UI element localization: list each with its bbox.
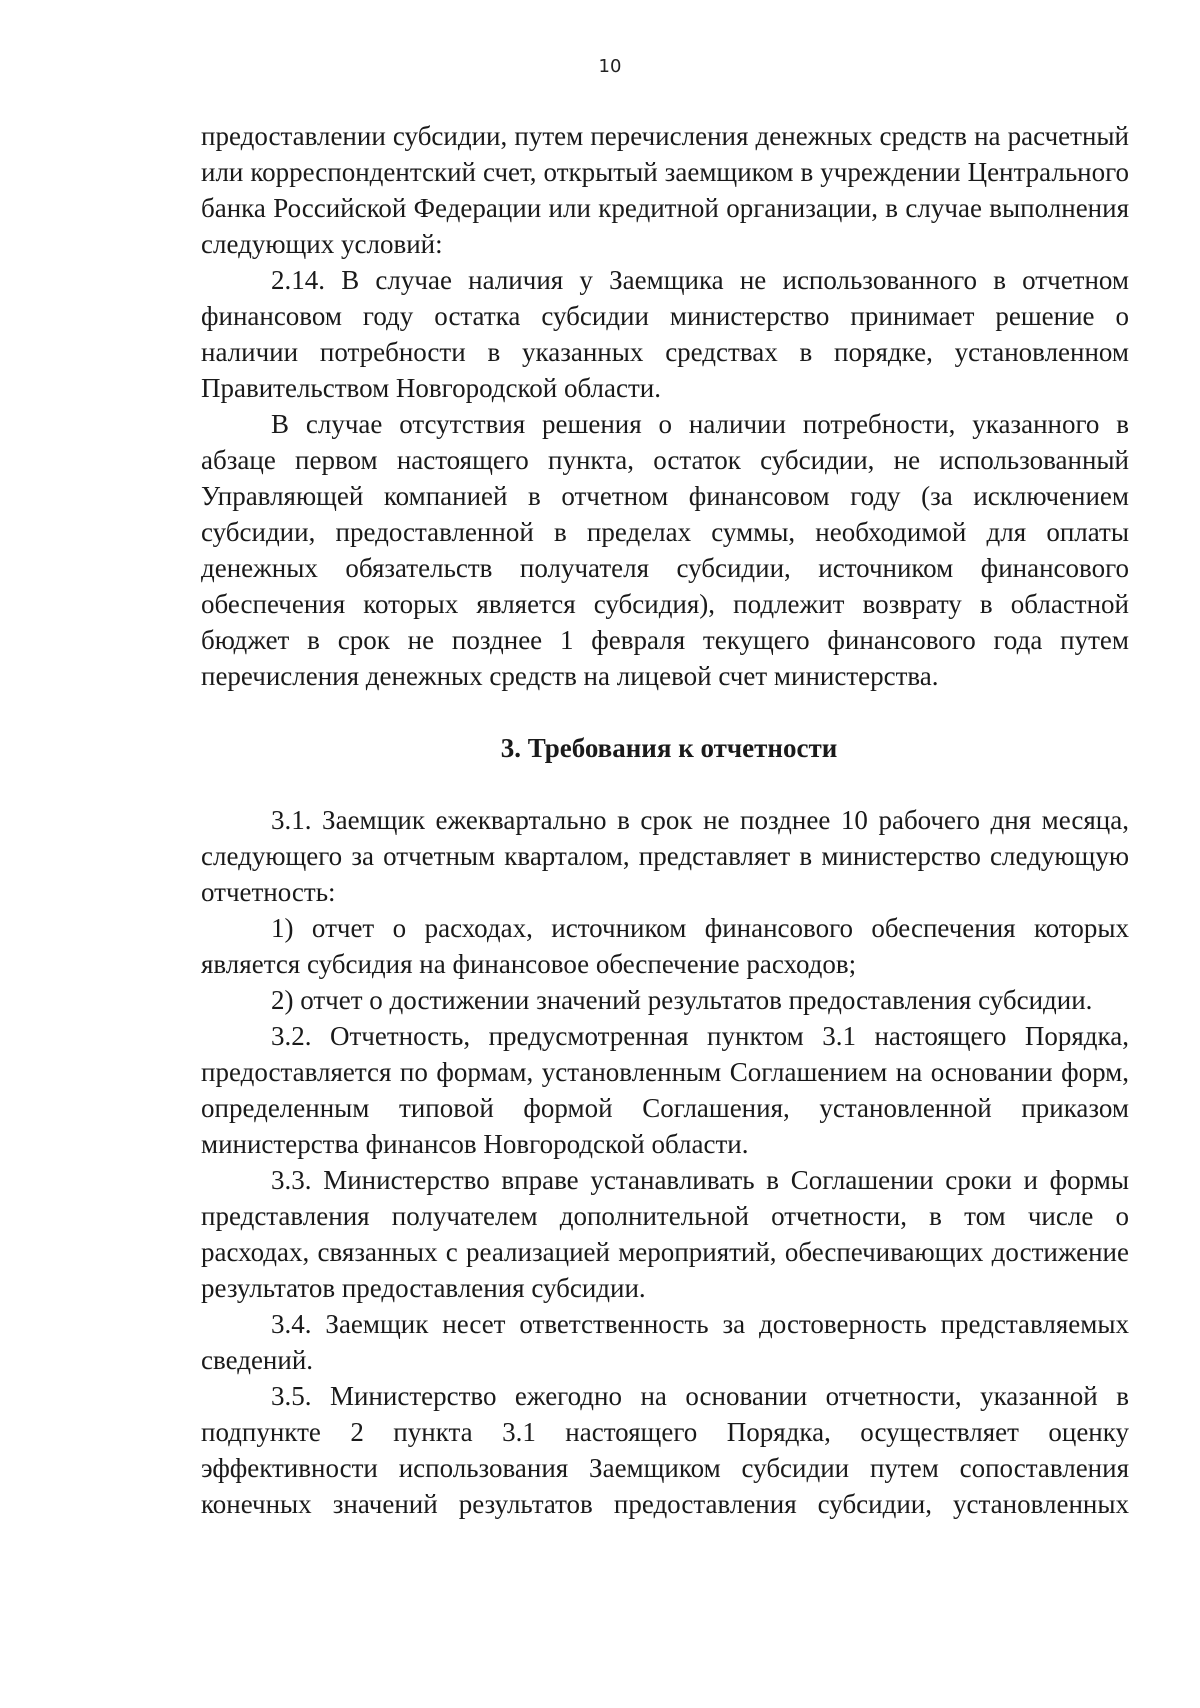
- paragraph-3-1-item-1: 1) отчет о расходах, источником финансового обеспечения которых является субсидия на финансовое обеспечение расходов;: [201, 913, 1129, 979]
- paragraph-3-4: 3.4. Заемщик несет ответственность за достоверность представляемых сведений.: [201, 1309, 1129, 1375]
- spacer: [201, 766, 1129, 802]
- paragraph-2-14-second: В случае отсутствия решения о наличии потребности, указанного в абзаце первом настоящего пункта, остаток субсидии, не использованный Управляющей компанией в отчетном финансовом году (за исключением субсидии, предоставленной в пределах суммы, необходимой для оплаты денежных обязательств получателя субсидии, источником финансового обеспечения которых является субсидия), подлежит возврату в областной бюджет в срок не позднее 1 февраля текущего финансового года путем перечисления денежных средств на лицевой счет министерства.: [201, 409, 1129, 691]
- paragraph-3-1-item-2: 2) отчет о достижении значений результатов предоставления субсидии.: [271, 985, 1093, 1015]
- paragraph-3-3: 3.3. Министерство вправе устанавливать в Соглашении сроки и формы представления получателем дополнительной отчетности, в том числе о расходах, связанных с реализацией мероприятий, обеспечивающих достижение результатов предоставления субсидии.: [201, 1165, 1129, 1303]
- document-body: [201, 118, 1129, 1522]
- paragraph-2-14: 2.14. В случае наличия у Заемщика не использованного в отчетном финансовом году остатка субсидии министерство принимает решение о наличии потребности в указанных средствах в порядке, установленном Правительством Новгородской области.: [201, 265, 1129, 403]
- section-heading-3: 3. Требования к отчетности: [500, 733, 838, 763]
- paragraph-continuation: предоставлении субсидии, путем перечисления денежных средств на расчетный или корреспондентский счет, открытый заемщиком в учреждении Центрального банка Российской Федерации или кредитной организации, в случае выполнения следующих условий:: [201, 121, 1129, 259]
- spacer: [201, 694, 1129, 730]
- page-number: 10: [598, 56, 622, 77]
- paragraph-3-1: 3.1. Заемщик ежеквартально в срок не позднее 10 рабочего дня месяца, следующего за отчетным кварталом, представляет в министерство следующую отчетность:: [201, 805, 1129, 907]
- paragraph-3-5: 3.5. Министерство ежегодно на основании отчетности, указанной в подпункте 2 пункта 3.1 настоящего Порядка, осуществляет оценку эффективности использования Заемщиком субсидии путем сопоставления конечных значений результатов предоставления субсидии, установленных: [201, 1381, 1129, 1519]
- paragraph-3-2: 3.2. Отчетность, предусмотренная пунктом 3.1 настоящего Порядка, предоставляется по формам, установленным Соглашением на основании форм, определенным типовой формой Соглашения, установленной приказом министерства финансов Новгородской области.: [201, 1021, 1129, 1159]
